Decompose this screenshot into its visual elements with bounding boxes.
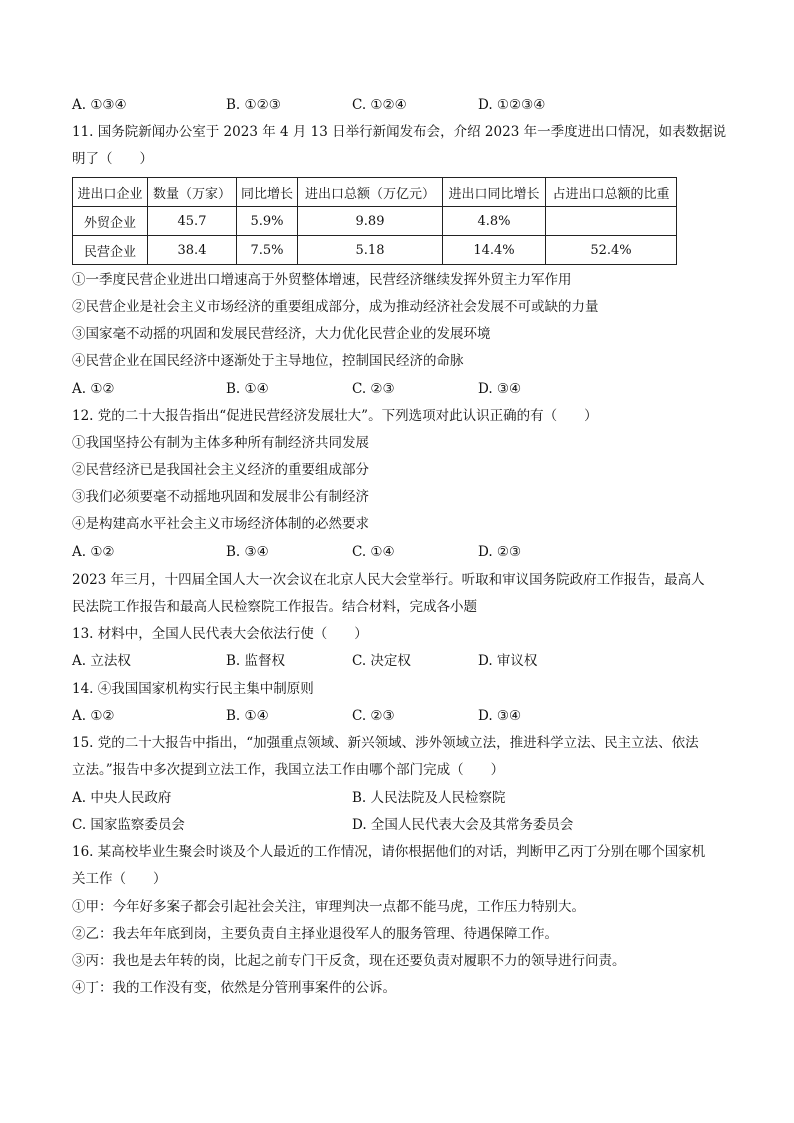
- q16-stem-line2: 关工作（ ）: [72, 871, 167, 887]
- table-cell: [546, 207, 677, 236]
- q11-stem-line2: 明了（ ）: [72, 151, 153, 167]
- table-header-cell: 进出口同比增长: [443, 178, 546, 207]
- q14-option-b: B. ①④: [226, 708, 269, 724]
- table-row: [73, 207, 677, 236]
- table-cell: 4.8%: [443, 207, 546, 236]
- q12-option-b: B. ③④: [226, 544, 269, 560]
- table-header-row: [73, 178, 677, 207]
- q16-statement-4: ④丁：我的工作没有变，依然是分管刑事案件的公诉。: [72, 980, 396, 996]
- material-line1: 2023 年三月，十四届全国人大一次会议在北京人民大会堂举行。听取和审议国务院政府工作报告，最高人: [72, 572, 705, 588]
- q10-option-a: A. ①③④: [72, 97, 127, 113]
- q11-option-d: D. ③④: [478, 381, 522, 397]
- q15-option-b: B. 人民法院及人民检察院: [352, 790, 506, 806]
- table-cell: 5.9%: [237, 207, 298, 236]
- table-cell: 38.4: [148, 236, 237, 265]
- q16-statement-2: ②乙：我去年年底到岗，主要负责自主择业退役军人的服务管理、待遇保障工作。: [72, 926, 558, 942]
- q14-options: [72, 707, 722, 725]
- table-header-cell: 占进出口总额的比重: [546, 178, 677, 207]
- q11-statement-3: ③国家毫不动摇的巩固和发展民营经济，大力优化民营企业的发展环境: [72, 326, 491, 342]
- q12-option-d: D. ②③: [478, 544, 522, 560]
- table-cell: 5.18: [298, 236, 443, 265]
- table-header-cell: 数量（万家）: [148, 178, 237, 207]
- q11-data-table: [72, 177, 677, 265]
- q11-options: [72, 380, 722, 398]
- q11-statement-4: ④民营企业在国民经济中逐渐处于主导地位，控制国民经济的命脉: [72, 353, 464, 369]
- q10-option-b: B. ①②③: [226, 97, 281, 113]
- q12-statement-4: ④是构建高水平社会主义市场经济体制的必然要求: [72, 516, 369, 532]
- q12-options: [72, 543, 722, 561]
- table-cell: 7.5%: [237, 236, 298, 265]
- q11-option-c: C. ②③: [352, 381, 395, 397]
- q12-option-c: C. ①④: [352, 544, 395, 560]
- q11-option-a: A. ①②: [72, 381, 115, 397]
- q15-option-a: A. 中央人民政府: [72, 790, 172, 806]
- q13-option-c: C. 决定权: [352, 653, 411, 669]
- table-header-cell: 进出口企业: [73, 178, 148, 207]
- table-cell: 9.89: [298, 207, 443, 236]
- table-cell: 52.4%: [546, 236, 677, 265]
- q16-statement-1: ①甲：今年好多案子都会引起社会关注，审理判决一点都不能马虎，工作压力特别大。: [72, 899, 585, 915]
- q14-stem: 14. ④我国国家机构实行民主集中制原则: [72, 681, 314, 697]
- table-header-cell: 同比增长: [237, 178, 298, 207]
- q11-statement-2: ②民营企业是社会主义市场经济的重要组成部分，成为推动经济社会发展不可或缺的力量: [72, 299, 599, 315]
- q15-options-row1: [72, 789, 722, 807]
- q13-stem: 13. 材料中，全国人民代表大会依法行使（ ）: [72, 626, 368, 642]
- q14-option-d: D. ③④: [478, 708, 522, 724]
- q12-statement-1: ①我国坚持公有制为主体多种所有制经济共同发展: [72, 435, 369, 451]
- q15-stem-line1: 15. 党的二十大报告中指出，“加强重点领域、新兴领域、涉外领域立法，推进科学立法、民主立法、依法: [72, 735, 699, 751]
- table-row: [73, 236, 677, 265]
- q14-option-a: A. ①②: [72, 708, 115, 724]
- q13-option-b: B. 监督权: [226, 653, 286, 669]
- table-cell: 14.4%: [443, 236, 546, 265]
- table-cell: 外贸企业: [73, 207, 148, 236]
- q12-option-a: A. ①②: [72, 544, 115, 560]
- q13-options: [72, 652, 722, 670]
- table-cell: 民营企业: [73, 236, 148, 265]
- q16-stem-line1: 16. 某高校毕业生聚会时谈及个人最近的工作情况，请你根据他们的对话，判断甲乙丙丁分别在哪个国家机: [72, 844, 706, 860]
- q15-stem-line2: 立法。”报告中多次提到立法工作，我国立法工作由哪个部门完成（ ）: [72, 762, 505, 778]
- q12-statement-3: ③我们必须要毫不动摇地巩固和发展非公有制经济: [72, 489, 369, 505]
- q10-option-c: C. ①②④: [352, 97, 407, 113]
- q10-options: [72, 96, 722, 114]
- q15-options-row2: [72, 816, 722, 834]
- q14-option-c: C. ②③: [352, 708, 395, 724]
- table-cell: 45.7: [148, 207, 237, 236]
- q12-stem: 12. 党的二十大报告指出“促进民营经济发展壮大”。下列选项对此认识正确的有（ ）: [72, 408, 598, 424]
- q10-option-d: D. ①②③④: [478, 97, 546, 113]
- table-header-cell: 进出口总额（万亿元）: [298, 178, 443, 207]
- q13-option-a: A. 立法权: [72, 653, 131, 669]
- q13-option-d: D. 审议权: [478, 653, 538, 669]
- q11-stem-line1: 11. 国务院新闻办公室于 2023 年 4 月 13 日举行新闻发布会，介绍 2023 年一季度进出口情况，如表数据说: [72, 124, 727, 140]
- material-line2: 民法院工作报告和最高人民检察院工作报告。结合材料，完成各小题: [72, 599, 477, 615]
- q11-statement-1: ①一季度民营企业进出口增速高于外贸整体增速，民营经济继续发挥外贸主力军作用: [72, 272, 572, 288]
- q16-statement-3: ③丙：我也是去年转的岗，比起之前专门干反贪，现在还要负责对履职不力的领导进行问责。: [72, 953, 626, 969]
- q11-option-b: B. ①④: [226, 381, 269, 397]
- q15-option-c: C. 国家监察委员会: [72, 817, 185, 833]
- q12-statement-2: ②民营经济已是我国社会主义经济的重要组成部分: [72, 462, 369, 478]
- q15-option-d: D. 全国人民代表大会及其常务委员会: [352, 817, 574, 833]
